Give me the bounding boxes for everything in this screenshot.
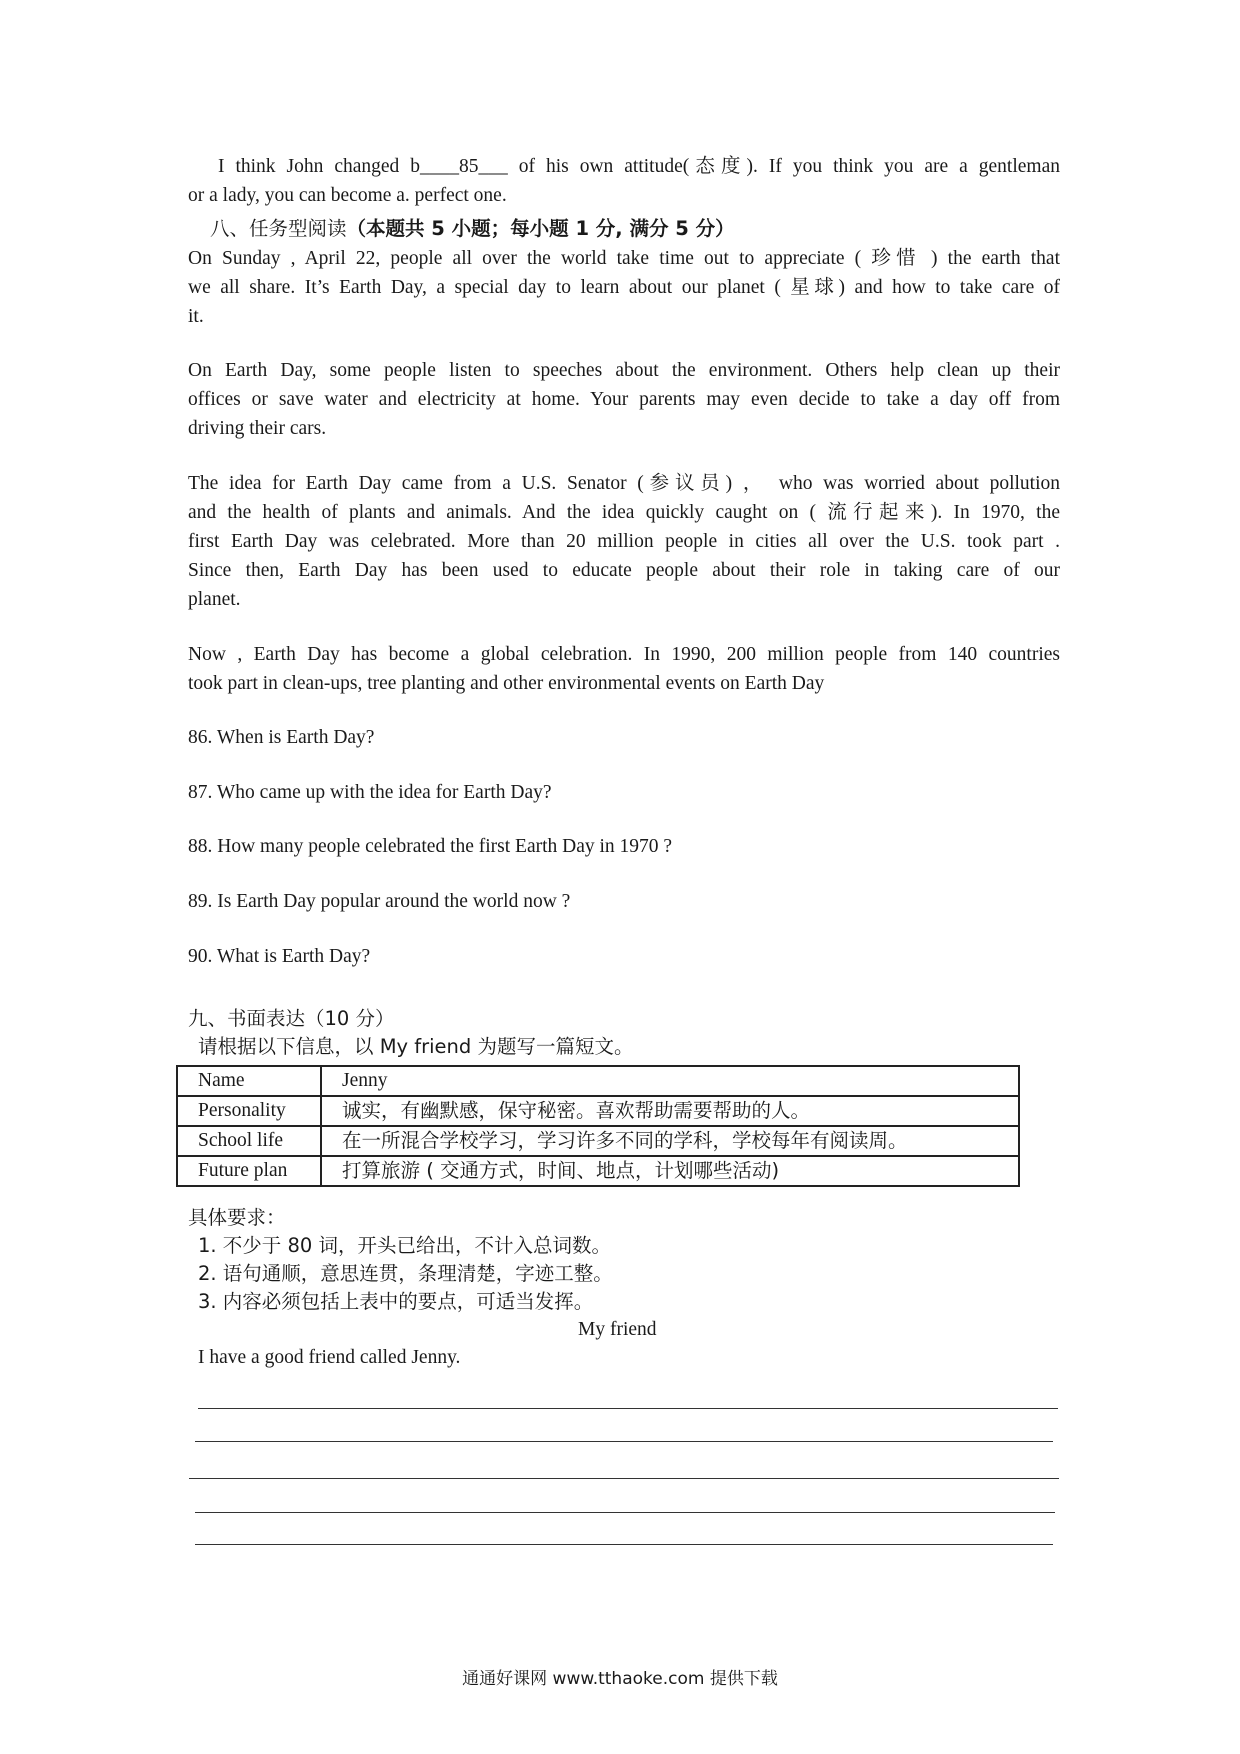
passage-p4-line-1: Now , Earth Day has become a global celebration. In 1990, 200 million people from 140 countries (188, 644, 1060, 665)
writing-line (195, 1544, 1053, 1545)
carryover-line-2: or a lady, you can become a. perfect one. (188, 185, 507, 206)
requirement-3: 3. 内容必须包括上表中的要点，可适当发挥。 (198, 1290, 594, 1313)
writing-line (195, 1441, 1053, 1442)
table-row (177, 1066, 1019, 1096)
question-89: 89. Is Earth Day popular around the world now ? (188, 891, 571, 912)
essay-title: My friend (578, 1319, 657, 1340)
table-value: Jenny (321, 1066, 1019, 1096)
section8-heading (210, 214, 1082, 244)
page-footer: 通通好课网 www.tthaoke.com 提供下载 (462, 1669, 778, 1689)
passage-p3-line-2: and the health of plants and animals. And the idea quickly caught on ( 流行起来). In 1970, the (188, 502, 1060, 523)
carryover-line-1: I think John changed b____85___ of his own attitude(态度). If you think you are a gentleman (218, 156, 1060, 177)
question-88: 88. How many people celebrated the first Earth Day in 1970 ? (188, 836, 673, 857)
passage-p1-line-3: it. (188, 306, 204, 327)
table-label: School life (177, 1126, 321, 1156)
requirements-heading: 具体要求： (188, 1206, 286, 1229)
passage-p1-line-2: we all share. It’s Earth Day, a special day to learn about our planet ( 星球) and how to take care of (188, 277, 1060, 298)
passage-p2-line-1: On Earth Day, some people listen to speeches about the environment. Others help clean up their (188, 360, 1060, 381)
section8-title: 八、任务型阅读 (210, 217, 347, 240)
table-value: 在一所混合学校学习，学习许多不同的学科，学校每年有阅读周。 (321, 1126, 1019, 1156)
question-90: 90. What is Earth Day? (188, 946, 371, 967)
table-row (177, 1096, 1019, 1126)
section9-instruction: 请根据以下信息，以 My friend 为题写一篇短文。 (198, 1035, 634, 1058)
essay-opening: I have a good friend called Jenny. (198, 1347, 461, 1368)
question-86: 86. When is Earth Day? (188, 727, 375, 748)
table-value: 打算旅游 ( 交通方式，时间、地点，计划哪些活动) (321, 1156, 1019, 1186)
passage-p2-line-2: offices or save water and electricity at home. Your parents may even decide to take a day off from (188, 389, 1060, 410)
section9-title: 九、书面表达（10 分） (188, 1007, 395, 1030)
requirement-1: 1. 不少于 80 词，开头已给出，不计入总词数。 (198, 1234, 612, 1257)
table-value: 诚实，有幽默感，保守秘密。喜欢帮助需要帮助的人。 (321, 1096, 1019, 1126)
writing-line (189, 1478, 1059, 1479)
question-87: 87. Who came up with the idea for Earth Day? (188, 782, 552, 803)
passage-p3-line-5: planet. (188, 589, 241, 610)
table-label: Personality (177, 1096, 321, 1126)
section8-score-note: （本题共 5 小题；每小题 1 分, 满分 5 分） (346, 217, 735, 240)
writing-line (198, 1408, 1058, 1409)
passage-p1-line-1: On Sunday , April 22, people all over the world take time out to appreciate ( 珍惜 ) the earth that (188, 248, 1060, 269)
passage-p3-line-4: Since then, Earth Day has been used to educate people about their role in taking care of our (188, 560, 1060, 581)
passage-p3-line-3: first Earth Day was celebrated. More than 20 million people in cities all over the U.S. took part . (188, 531, 1060, 552)
table-row (177, 1156, 1019, 1186)
table-row (177, 1126, 1019, 1156)
passage-p4-line-2: took part in clean-ups, tree planting and other environmental events on Earth Day (188, 673, 825, 694)
requirement-2: 2. 语句通顺，意思连贯，条理清楚，字迹工整。 (198, 1262, 613, 1285)
writing-line (195, 1512, 1055, 1513)
table-label: Future plan (177, 1156, 321, 1186)
table-label: Name (177, 1066, 321, 1096)
info-table (176, 1065, 1020, 1187)
passage-p2-line-3: driving their cars. (188, 418, 327, 439)
passage-p3-line-1: The idea for Earth Day came from a U.S. Senator (参议员) ， who was worried about pollution (188, 473, 1060, 494)
